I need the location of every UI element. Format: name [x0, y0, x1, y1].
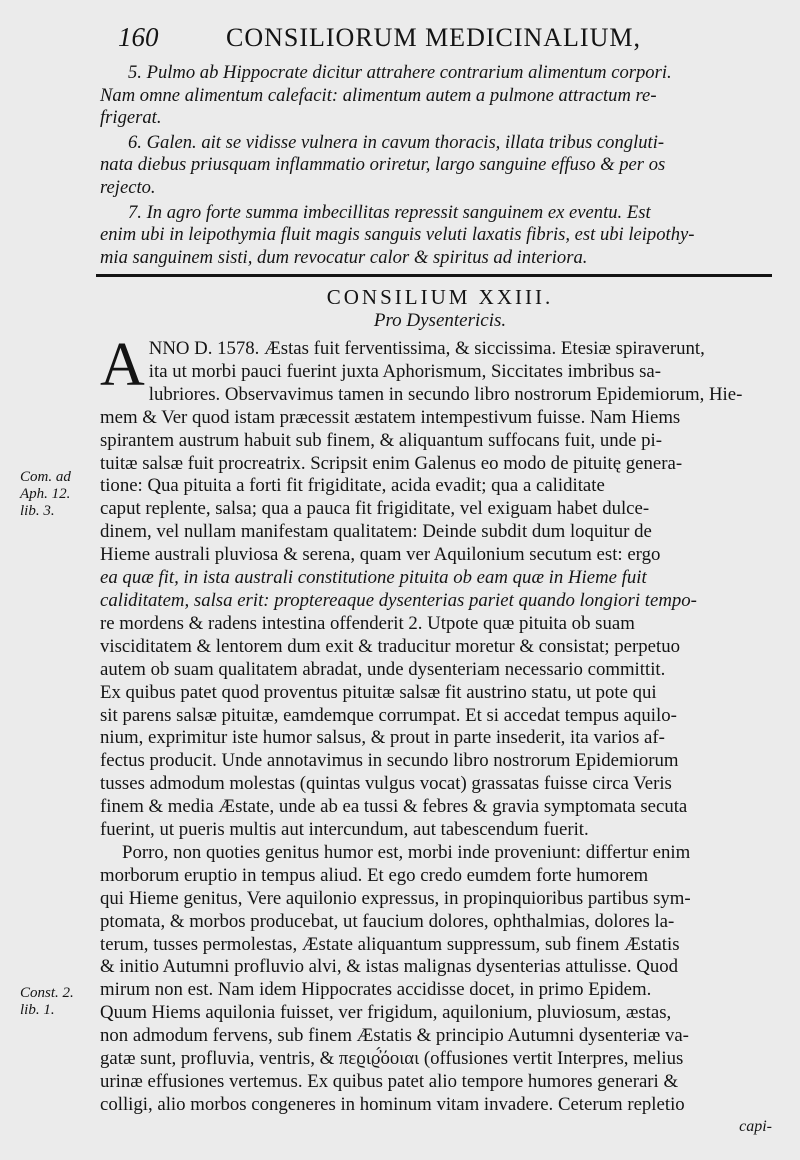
- text-line: terum, tusses permolestas, Æstate aliquantum suppressum, sub finem Æstatis: [100, 933, 680, 955]
- previous-notes: [100, 62, 768, 271]
- text-line: non admodum fervens, sub finem Æstatis & principio Autumni dysenteriæ va-: [100, 1025, 689, 1047]
- text-line: ptomata, & morbos producebat, ut faucium dolores, ophthalmias, dolores la-: [100, 910, 675, 932]
- note-line: mia sanguinem sisti, dum revocatur calor & spiritus ad interiora.: [100, 246, 588, 268]
- note-line: Nam omne alimentum calefacit: alimentum autem a pulmone attractum re-: [100, 84, 657, 106]
- text-line: visciditatem & lentorem dum exit & traducitur moretur & consistat; perpetuo: [100, 635, 680, 657]
- text-line: re mordens & radens intestina offenderit 2. Utpote quæ pituita ob suam: [100, 612, 635, 634]
- text-line: Quum Hiems aquilonia fuisset, ver frigidum, aquilonium, pluviosum, æstas,: [100, 1002, 672, 1024]
- consilium-title: CONSILIUM XXIII.: [326, 285, 554, 309]
- text-line: mem & Ver quod istam præcessit æstatem intempestivum fuisse. Nam Hiems: [100, 406, 681, 428]
- running-head: [0, 22, 800, 56]
- drop-cap: A: [100, 331, 145, 399]
- text-line: Hieme australi pluviosa & serena, quam ver Aquilonium secutum est: ergo: [100, 544, 661, 566]
- text-line: sit parens salsæ pituitæ, eamdemque corrumpat. Et si accedat tempus aquilo-: [100, 704, 677, 726]
- text-line: morborum eruptio in tempus aliud. Et ego credo eumdem forte humorem: [100, 864, 649, 886]
- marginal-line: lib. 1.: [20, 1002, 55, 1018]
- text-line: Ex quibus patet quod proventus pituitæ salsæ fit austrino statu, ut pote qui: [100, 681, 657, 703]
- note-line: 6. Galen. ait se vidisse vulnera in cavum thoracis, illata tribus congluti-: [128, 131, 665, 153]
- text-line: urinæ effusiones vertemus. Ex quibus patet alio tempore humores generari &: [100, 1071, 679, 1092]
- catchword: capi-: [739, 1118, 772, 1135]
- text-line: spirantem austrum habuit sub finem, & aliquantum suffocans fuit, unde pi-: [100, 429, 662, 451]
- marginal-note-1: [20, 469, 71, 520]
- note-line: frigerat.: [100, 107, 162, 129]
- note-line: 7. In agro forte summa imbecillitas repressit sanguinem ex eventu. Est: [128, 201, 651, 223]
- note-line: rejecto.: [100, 176, 156, 198]
- marginal-line: Const. 2.: [20, 985, 74, 1001]
- text-line: NNO D. 1578. Æstas fuit ferventissima, & siccissima. Etesiæ spiraverunt,: [148, 338, 705, 359]
- text-line: tusses admodum molestas (quintas vulgus vocat) grassatas fuisse circa Veris: [100, 773, 672, 795]
- text-line: colligi, alio morbos congeneres in hominum vitam invadere. Ceterum repletio: [100, 1093, 685, 1115]
- text-line: Porro, non quoties genitus humor est, morbi inde proveniunt: differtur enim: [122, 841, 691, 863]
- text-line: ita ut morbi pauci fuerint juxta Aphorismum, Siccitates imbribus sa-: [148, 360, 662, 382]
- text-line: autem ob suam qualitatem abradat, unde dysenteriam necessario committit.: [100, 658, 666, 680]
- note-6: [100, 132, 768, 200]
- marginal-line: lib. 3.: [20, 503, 55, 519]
- section-heading: [0, 284, 800, 332]
- text-line: caput replente, salsa; qua a pauca fit frigiditate, vel exiguam habet dulce-: [100, 498, 650, 520]
- text-line: qui Hieme genitus, Vere aquilonio expressus, in propinquioribus partibus sym-: [100, 887, 691, 909]
- text-line: gatæ sunt, profluvia, ventris, & πεϱιϱ̓́όοιαι (offusiones vertit Interpres, melius: [100, 1048, 684, 1070]
- body-text: [100, 331, 772, 1117]
- note-line: 5. Pulmo ab Hippocrate dicitur attrahere contrarium alimentum corpori.: [128, 62, 672, 83]
- note-5: [100, 62, 768, 130]
- text-line: fectus producit. Unde annotavimus in secundo libro nostrorum Epidemiorum: [100, 750, 679, 772]
- note-7: [100, 202, 768, 270]
- section-divider: [96, 274, 772, 277]
- consilium-subtitle: Pro Dysentericis.: [373, 310, 507, 331]
- text-line: nium, exprimitur iste humor salsus, & prout in parte insederit, ita varios af-: [100, 727, 665, 749]
- text-line: tuitæ salsæ fuit procreatrix. Scripsit enim Galenus eo modo de pituitę genera-: [100, 452, 683, 474]
- marginal-line: Com. ad: [20, 469, 71, 485]
- marginal-note-2: [20, 985, 74, 1019]
- text-line: tione: Qua pituita a forti fit frigiditate, acida evadit; qua a caliditate: [100, 475, 605, 497]
- text-line: lubriores. Observavimus tamen in secundo libro nostrorum Epidemiorum, Hie-: [148, 383, 743, 405]
- marginal-line: Aph. 12.: [20, 486, 71, 502]
- text-line: & initio Autumni profluvio alvi, & istas malignas dysenterias attulisse. Quod: [100, 956, 678, 978]
- text-line: mirum non est. Nam idem Hippocrates accidisse docet, in primo Epidem.: [100, 979, 652, 1001]
- note-line: nata diebus priusquam inflammatio oriretur, largo sanguine effuso & per os: [100, 154, 666, 176]
- text-line: caliditatem, salsa erit: proptereaque dysenterias pariet quando longiori tempo-: [100, 589, 697, 611]
- paragraph-1: [100, 331, 772, 842]
- text-line: dinem, vel nullam manifestam qualitatem: Deinde subdit dum loquitur de: [100, 521, 652, 543]
- running-title: CONSILIORUM MEDICINALIUM,: [226, 23, 641, 52]
- text-line: fuerint, ut pueris multis aut intercundum, aut tabescendum fuerit.: [100, 819, 589, 841]
- note-line: enim ubi in leipothymia fluit magis sanguis veluti laxatis fibris, est ubi leipothy-: [100, 224, 695, 246]
- text-line: finem & media Æstate, unde ab ea tussi & febres & gravia symptomata secuta: [100, 796, 688, 818]
- paragraph-2: [100, 842, 772, 1117]
- page-number: 160: [118, 22, 159, 52]
- text-line: ea quæ fit, in ista australi constitutione pituita ob eam quæ in Hieme fuit: [100, 567, 647, 589]
